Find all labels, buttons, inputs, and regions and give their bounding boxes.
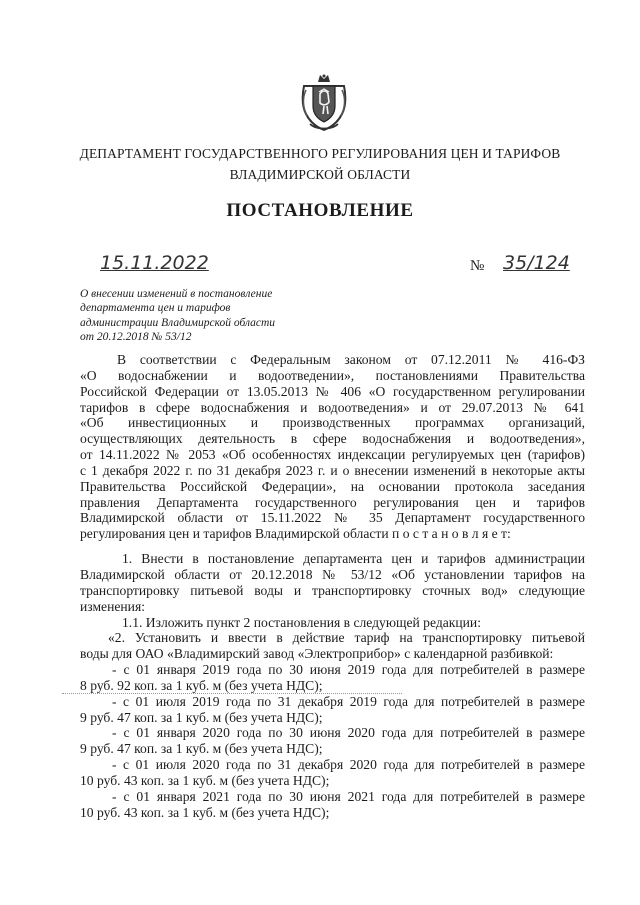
- body-line: регулирования цен и тарифов Владимирской области п о с т а н о в л я е т:: [80, 526, 511, 542]
- document-subject: [80, 287, 310, 344]
- body-line: В соответствии с Федеральным законом от 07.12.2011 № 416-ФЗ: [117, 352, 585, 367]
- body-line: воды для ОАО «Владимирский завод «Электроприбор» с календарной разбивкой:: [80, 646, 554, 662]
- body-line: 9 руб. 47 коп. за 1 куб. м (без учета НДС);: [80, 741, 323, 757]
- page-title: ПОСТАНОВЛЕНИЕ: [226, 200, 414, 221]
- body-line: правления Департамента государственного регулирования цен и тарифов: [80, 494, 585, 510]
- body-line: - с 01 января 2020 года по 30 июня 2020 года для потребителей в размере: [112, 725, 585, 741]
- document-number: 35/124: [503, 252, 570, 274]
- body-line: 1.1. Изложить пункт 2 постановления в следующей редакции:: [122, 614, 481, 630]
- body-line: Российской Федерации от 13.05.2013 № 406 «О государственном регулировании: [80, 383, 585, 399]
- department-name-line2: ВЛАДИМИРСКОЙ ОБЛАСТИ: [229, 167, 411, 182]
- body-line: транспортировку питьевой воды и транспортировку сточных вод» следующие: [80, 582, 585, 598]
- document-body: [80, 352, 585, 820]
- body-line: с 1 декабря 2022 г. по 31 декабря 2023 г. и о внесении изменений в некоторые акты: [80, 462, 585, 478]
- body-line: 8 руб. 92 коп. за 1 куб. м (без учета НДС);: [80, 677, 323, 693]
- body-line: «Об инвестиционных и производственных программах организаций,: [80, 415, 585, 431]
- body-line: 9 руб. 47 коп. за 1 куб. м (без учета НДС);: [80, 709, 323, 725]
- body-line: 10 руб. 43 коп. за 1 куб. м (без учета НДС);: [80, 772, 330, 788]
- subject-line: О внесении изменений в постановление: [80, 288, 273, 300]
- body-line: Владимирской области от 15.11.2022 № 35 Департамент государственного: [80, 510, 585, 526]
- body-line: «2. Установить и ввести в действие тариф на транспортировку питьевой: [108, 630, 585, 646]
- body-line: изменения:: [80, 598, 145, 614]
- subject-line: администрации Владимирской области: [80, 316, 276, 329]
- vladimir-coat-of-arms-icon: [300, 72, 348, 134]
- body-line: осуществляющих деятельность в сфере водоснабжения и водоотведения»,: [80, 431, 585, 447]
- body-line: 10 руб. 43 коп. за 1 куб. м (без учета НДС);: [80, 804, 330, 820]
- body-line: - с 01 июля 2019 года по 31 декабря 2019 года для потребителей в размере: [112, 693, 585, 709]
- body-line: тарифов в сфере водоснабжения и водоотведения» и от 29.07.2013 № 641: [80, 399, 585, 415]
- body-line: - с 01 июля 2020 года по 31 декабря 2020 года для потребителей в размере: [112, 757, 585, 773]
- body-line: Правительства Российской Федерации», на основании протокола заседания: [80, 478, 585, 494]
- body-line: - с 01 января 2021 года по 30 июня 2021 года для потребителей в размере: [112, 788, 585, 804]
- body-line: от 14.11.2022 № 2053 «Об особенностях индексации регулируемых цен (тарифов): [80, 447, 585, 463]
- body-line: Владимирской области от 20.12.2018 № 53/12 «Об установлении тарифов на: [80, 566, 585, 582]
- document-date: 15.11.2022: [100, 252, 209, 274]
- number-label: №: [470, 258, 485, 274]
- body-line: 1. Внести в постановление департамента цен и тарифов администрации: [122, 551, 585, 567]
- department-name-line1: ДЕПАРТАМЕНТ ГОСУДАРСТВЕННОГО РЕГУЛИРОВАНИЯ ЦЕН И ТАРИФОВ: [79, 146, 561, 161]
- body-line: «О водоснабжении и водоотведении», постановлениями Правительства: [80, 367, 585, 383]
- subject-line: от 20.12.2018 № 53/12: [80, 330, 192, 343]
- subject-line: департамента цен и тарифов: [80, 302, 231, 315]
- body-line: - с 01 января 2019 года по 30 июня 2019 года для потребителей в размере: [112, 662, 585, 678]
